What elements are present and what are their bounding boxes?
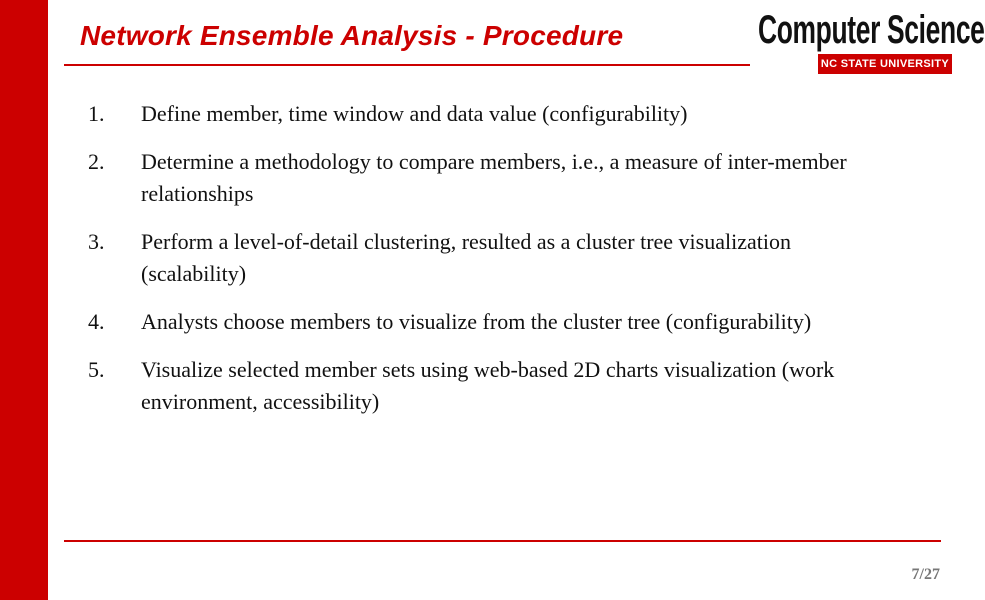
list-item (88, 354, 868, 418)
left-accent-bar (0, 0, 48, 600)
list-item-number: 5. (88, 357, 105, 382)
list-item-text: Visualize selected member sets using web-based 2D charts visualization (work environment, accessibility) (141, 357, 835, 414)
list-item-number: 4. (88, 309, 105, 334)
title-divider (64, 64, 750, 66)
logo-university-text: NC STATE UNIVERSITY (818, 54, 952, 74)
department-logo (758, 8, 985, 74)
page-number: 7/27 (911, 566, 940, 583)
list-item (88, 226, 868, 290)
list-item-text: Analysts choose members to visualize from the cluster tree (configurability) (141, 309, 812, 334)
list-item (88, 146, 868, 210)
procedure-list (88, 98, 868, 434)
footer-divider (64, 540, 941, 542)
logo-department-text: Computer Science (758, 8, 985, 52)
list-item-text: Perform a level-of-detail clustering, resulted as a cluster tree visualization (scalability) (141, 229, 791, 286)
slide-title: Network Ensemble Analysis - Procedure (80, 20, 624, 51)
list-item (88, 98, 868, 130)
list-item (88, 306, 868, 338)
list-item-number: 2. (88, 149, 105, 174)
list-item-text: Determine a methodology to compare members, i.e., a measure of inter-member relationships (141, 149, 847, 206)
list-item-number: 1. (88, 101, 105, 126)
list-item-number: 3. (88, 229, 105, 254)
list-item-text: Define member, time window and data value (configurability) (141, 101, 688, 126)
